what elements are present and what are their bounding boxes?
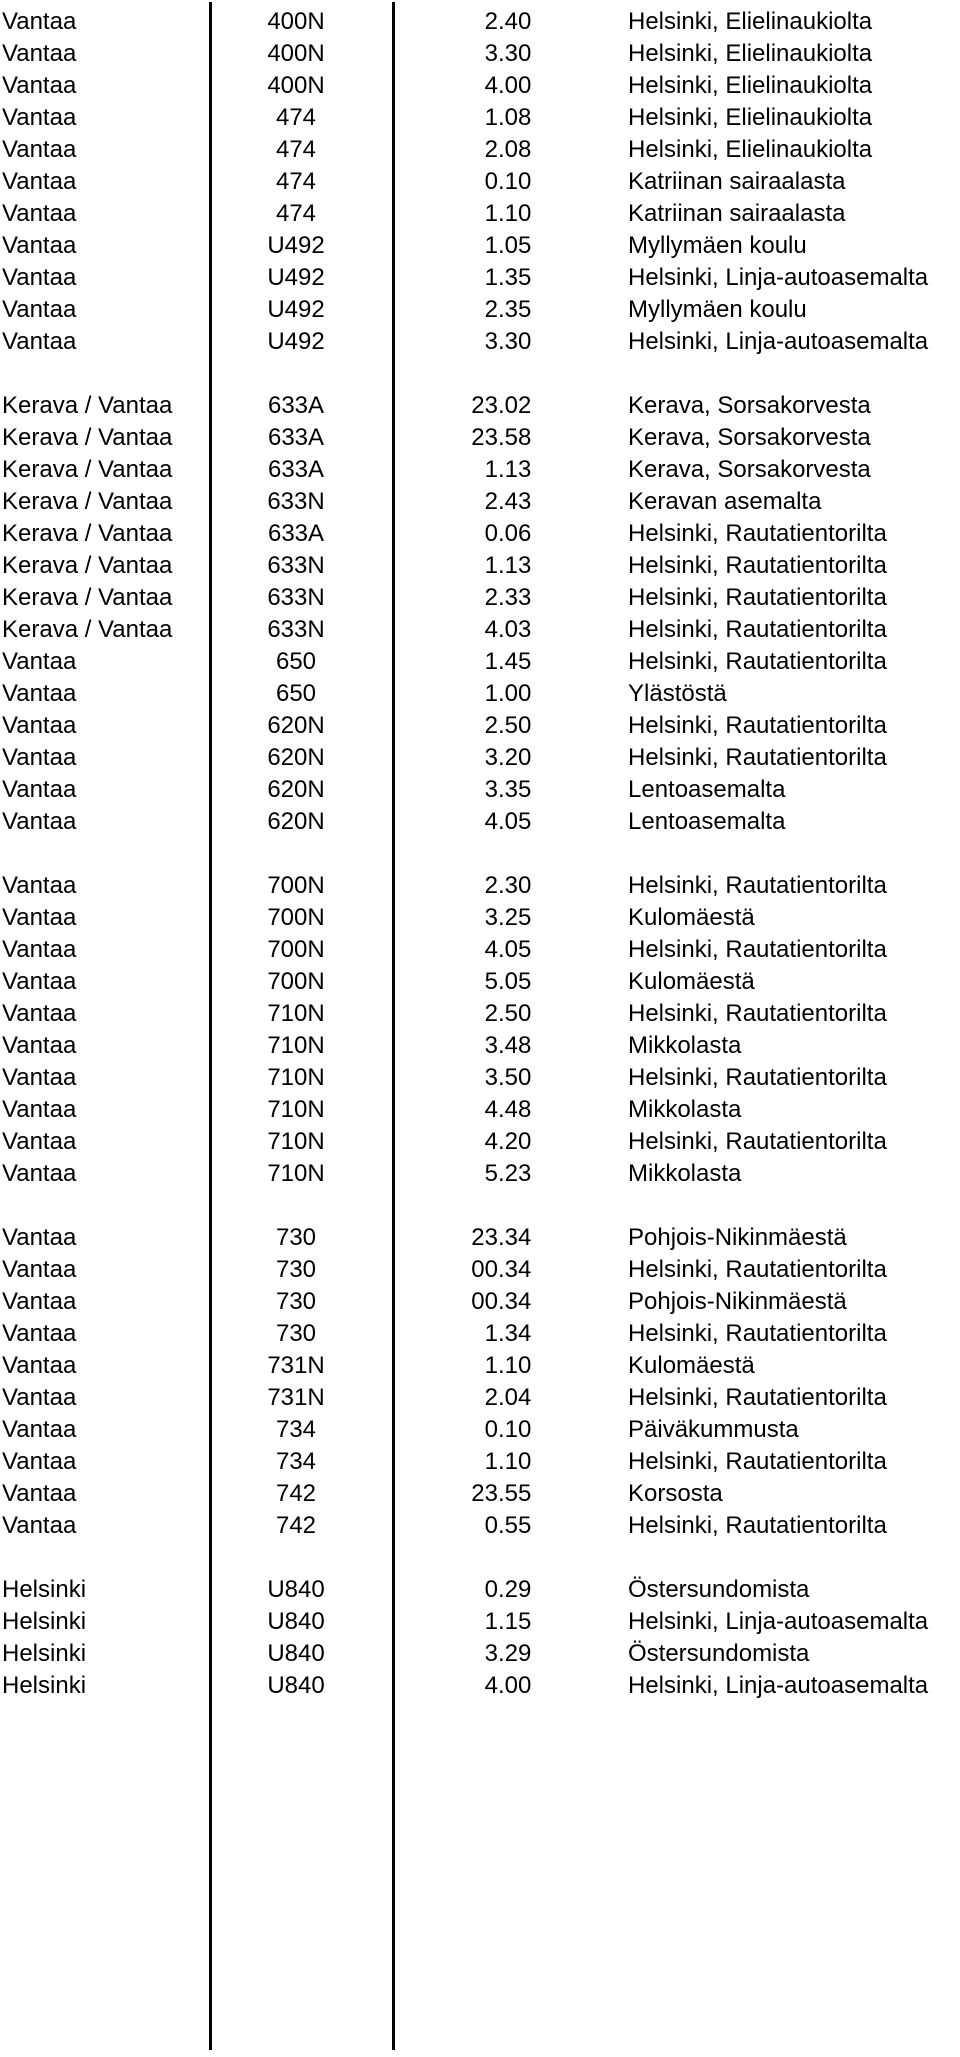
line-number-cell: 710N <box>267 1000 325 1027</box>
table-row <box>0 934 960 966</box>
line-number-cell: 730 <box>275 1320 317 1347</box>
table-row <box>0 742 960 774</box>
departure-time-cell: 4.03 <box>484 616 532 643</box>
table-row <box>0 1318 960 1350</box>
destination-cell: Lentoasemalta <box>628 776 786 803</box>
area-cell: Vantaa <box>2 1480 77 1507</box>
departure-time-cell: 4.00 <box>484 72 532 99</box>
departure-time-cell: 4.20 <box>484 1128 532 1155</box>
area-cell: Vantaa <box>2 776 77 803</box>
area-cell: Vantaa <box>2 296 77 323</box>
table-row <box>0 646 960 678</box>
line-number-cell: 731N <box>267 1384 325 1411</box>
table-row <box>0 966 960 998</box>
departure-time-cell: 00.34 <box>471 1288 532 1315</box>
line-number-cell: 400N <box>267 40 325 67</box>
table-row <box>0 1670 960 1702</box>
line-number-cell: 710N <box>267 1096 325 1123</box>
departure-time-cell: 0.10 <box>484 1416 532 1443</box>
table-row <box>0 710 960 742</box>
destination-cell: Lentoasemalta <box>628 808 786 835</box>
area-cell: Vantaa <box>2 328 77 355</box>
destination-cell: Kulomäestä <box>628 968 755 995</box>
departure-time-cell: 1.10 <box>484 200 532 227</box>
table-row <box>0 806 960 838</box>
departure-time-cell: 1.13 <box>484 456 532 483</box>
area-cell: Vantaa <box>2 1128 77 1155</box>
area-cell: Vantaa <box>2 1448 77 1475</box>
destination-cell: Helsinki, Linja-autoasemalta <box>628 1608 929 1635</box>
destination-cell: Helsinki, Rautatientorilta <box>628 712 887 739</box>
area-cell: Helsinki <box>2 1608 87 1635</box>
line-number-cell: 700N <box>267 968 325 995</box>
line-number-cell: 710N <box>267 1032 325 1059</box>
line-number-cell: 650 <box>275 680 317 707</box>
line-number-cell: 620N <box>267 744 325 771</box>
table-row <box>0 1478 960 1510</box>
line-number-cell: U492 <box>267 296 325 323</box>
departure-time-cell: 1.00 <box>484 680 532 707</box>
area-cell: Vantaa <box>2 744 77 771</box>
area-cell: Kerava / Vantaa <box>2 488 173 515</box>
destination-cell: Korsosta <box>628 1480 723 1507</box>
line-number-cell: 633A <box>267 520 325 547</box>
table-row <box>0 70 960 102</box>
line-number-cell: 742 <box>275 1512 317 1539</box>
departure-time-cell: 2.08 <box>484 136 532 163</box>
area-cell: Vantaa <box>2 40 77 67</box>
departure-time-cell: 5.23 <box>484 1160 532 1187</box>
departure-time-cell: 2.30 <box>484 872 532 899</box>
area-cell: Vantaa <box>2 72 77 99</box>
area-cell: Kerava / Vantaa <box>2 392 173 419</box>
table-row <box>0 1030 960 1062</box>
line-number-cell: U840 <box>267 1640 325 1667</box>
departure-time-cell: 0.29 <box>484 1576 532 1603</box>
line-number-cell: 474 <box>275 200 317 227</box>
departure-time-cell: 4.05 <box>484 808 532 835</box>
table-row <box>0 998 960 1030</box>
destination-cell: Kerava, Sorsakorvesta <box>628 392 871 419</box>
table-row <box>0 326 960 358</box>
destination-cell: Kerava, Sorsakorvesta <box>628 424 871 451</box>
departure-time-cell: 3.48 <box>484 1032 532 1059</box>
departure-time-cell: 3.35 <box>484 776 532 803</box>
line-number-cell: 633N <box>267 616 325 643</box>
area-cell: Helsinki <box>2 1576 87 1603</box>
area-cell: Vantaa <box>2 1320 77 1347</box>
departure-time-cell: 1.05 <box>484 232 532 259</box>
destination-cell: Helsinki, Rautatientorilta <box>628 1064 887 1091</box>
table-row <box>0 870 960 902</box>
area-cell: Vantaa <box>2 1224 77 1251</box>
area-cell: Vantaa <box>2 1160 77 1187</box>
destination-cell: Helsinki, Rautatientorilta <box>628 1384 887 1411</box>
table-row <box>0 550 960 582</box>
destination-cell: Helsinki, Rautatientorilta <box>628 520 887 547</box>
table-row <box>0 518 960 550</box>
area-cell: Vantaa <box>2 1256 77 1283</box>
departure-time-cell: 1.35 <box>484 264 532 291</box>
departure-time-cell: 2.50 <box>484 712 532 739</box>
area-cell: Vantaa <box>2 1288 77 1315</box>
destination-cell: Ylästöstä <box>628 680 727 707</box>
departure-time-cell: 3.25 <box>484 904 532 931</box>
destination-cell: Kulomäestä <box>628 904 755 931</box>
destination-cell: Östersundomista <box>628 1576 810 1603</box>
table-row <box>0 1638 960 1670</box>
line-number-cell: 730 <box>275 1256 317 1283</box>
table-row <box>0 1126 960 1158</box>
area-cell: Kerava / Vantaa <box>2 584 173 611</box>
table-row <box>0 1606 960 1638</box>
departure-time-cell: 1.08 <box>484 104 532 131</box>
table-row <box>0 1286 960 1318</box>
destination-cell: Helsinki, Rautatientorilta <box>628 936 887 963</box>
destination-cell: Pohjois-Nikinmäestä <box>628 1288 847 1315</box>
destination-cell: Mikkolasta <box>628 1160 742 1187</box>
departure-time-cell: 2.33 <box>484 584 532 611</box>
table-row <box>0 198 960 230</box>
destination-cell: Helsinki, Rautatientorilta <box>628 1448 887 1475</box>
table-row <box>0 614 960 646</box>
departure-time-cell: 4.48 <box>484 1096 532 1123</box>
table-row <box>0 1510 960 1542</box>
destination-cell: Helsinki, Linja-autoasemalta <box>628 264 929 291</box>
destination-cell: Helsinki, Rautatientorilta <box>628 616 887 643</box>
table-row <box>0 38 960 70</box>
area-cell: Vantaa <box>2 872 77 899</box>
departure-time-cell: 23.34 <box>471 1224 532 1251</box>
line-number-cell: 731N <box>267 1352 325 1379</box>
table-row <box>0 486 960 518</box>
area-cell: Kerava / Vantaa <box>2 616 173 643</box>
area-cell: Kerava / Vantaa <box>2 520 173 547</box>
table-row <box>0 1414 960 1446</box>
area-cell: Vantaa <box>2 1064 77 1091</box>
line-number-cell: 710N <box>267 1160 325 1187</box>
table-row <box>0 230 960 262</box>
area-cell: Kerava / Vantaa <box>2 456 173 483</box>
area-cell: Kerava / Vantaa <box>2 552 173 579</box>
line-number-cell: U492 <box>267 264 325 291</box>
area-cell: Vantaa <box>2 1096 77 1123</box>
destination-cell: Helsinki, Rautatientorilta <box>628 584 887 611</box>
departure-time-cell: 2.35 <box>484 296 532 323</box>
table-row <box>0 390 960 422</box>
destination-cell: Mikkolasta <box>628 1032 742 1059</box>
departure-time-cell: 5.05 <box>484 968 532 995</box>
departure-time-cell: 1.45 <box>484 648 532 675</box>
departure-time-cell: 4.05 <box>484 936 532 963</box>
departure-time-cell: 3.29 <box>484 1640 532 1667</box>
area-cell: Vantaa <box>2 968 77 995</box>
departure-time-cell: 23.58 <box>471 424 532 451</box>
table-row <box>0 262 960 294</box>
table-row <box>0 1158 960 1190</box>
destination-cell: Östersundomista <box>628 1640 810 1667</box>
table-row <box>0 1382 960 1414</box>
destination-cell: Helsinki, Linja-autoasemalta <box>628 1672 929 1699</box>
departure-time-cell: 0.55 <box>484 1512 532 1539</box>
line-number-cell: 742 <box>275 1480 317 1507</box>
departure-time-cell: 3.50 <box>484 1064 532 1091</box>
area-cell: Vantaa <box>2 104 77 131</box>
line-number-cell: 633A <box>267 456 325 483</box>
area-cell: Vantaa <box>2 232 77 259</box>
destination-cell: Helsinki, Rautatientorilta <box>628 872 887 899</box>
destination-cell: Päiväkummusta <box>628 1416 799 1443</box>
table-row <box>0 1222 960 1254</box>
table-row <box>0 6 960 38</box>
table-row <box>0 582 960 614</box>
table-row <box>0 1254 960 1286</box>
area-cell: Vantaa <box>2 904 77 931</box>
area-cell: Vantaa <box>2 8 77 35</box>
line-number-cell: 700N <box>267 936 325 963</box>
area-cell: Helsinki <box>2 1672 87 1699</box>
departure-time-cell: 0.10 <box>484 168 532 195</box>
departure-time-cell: 1.10 <box>484 1352 532 1379</box>
line-number-cell: 633N <box>267 488 325 515</box>
area-cell: Vantaa <box>2 200 77 227</box>
departure-time-cell: 1.10 <box>484 1448 532 1475</box>
line-number-cell: 620N <box>267 808 325 835</box>
area-cell: Vantaa <box>2 1000 77 1027</box>
table-row <box>0 902 960 934</box>
table-row <box>0 774 960 806</box>
area-cell: Vantaa <box>2 808 77 835</box>
departure-time-cell: 3.30 <box>484 40 532 67</box>
destination-cell: Helsinki, Rautatientorilta <box>628 1000 887 1027</box>
area-cell: Vantaa <box>2 680 77 707</box>
table-row <box>0 294 960 326</box>
departure-time-cell: 00.34 <box>471 1256 532 1283</box>
destination-cell: Katriinan sairaalasta <box>628 200 846 227</box>
destination-cell: Helsinki, Rautatientorilta <box>628 1128 887 1155</box>
area-cell: Helsinki <box>2 1640 87 1667</box>
destination-cell: Helsinki, Rautatientorilta <box>628 1320 887 1347</box>
departure-time-cell: 4.00 <box>484 1672 532 1699</box>
area-cell: Vantaa <box>2 1352 77 1379</box>
line-number-cell: 650 <box>275 648 317 675</box>
departure-time-cell: 3.20 <box>484 744 532 771</box>
line-number-cell: U840 <box>267 1608 325 1635</box>
destination-cell: Keravan asemalta <box>628 488 822 515</box>
destination-cell: Helsinki, Elielinaukiolta <box>628 40 873 67</box>
destination-cell: Helsinki, Elielinaukiolta <box>628 136 873 163</box>
area-cell: Vantaa <box>2 136 77 163</box>
area-cell: Vantaa <box>2 1384 77 1411</box>
departure-time-cell: 3.30 <box>484 328 532 355</box>
destination-cell: Helsinki, Elielinaukiolta <box>628 8 873 35</box>
destination-cell: Helsinki, Rautatientorilta <box>628 552 887 579</box>
departure-time-cell: 2.40 <box>484 8 532 35</box>
departure-time-cell: 23.02 <box>471 392 532 419</box>
destination-cell: Helsinki, Rautatientorilta <box>628 1256 887 1283</box>
line-number-cell: 620N <box>267 712 325 739</box>
departure-time-cell: 2.04 <box>484 1384 532 1411</box>
line-number-cell: 700N <box>267 904 325 931</box>
line-number-cell: U492 <box>267 328 325 355</box>
line-number-cell: 400N <box>267 8 325 35</box>
line-number-cell: 633N <box>267 552 325 579</box>
line-number-cell: 400N <box>267 72 325 99</box>
table-row <box>0 454 960 486</box>
destination-cell: Katriinan sairaalasta <box>628 168 846 195</box>
area-cell: Vantaa <box>2 1512 77 1539</box>
departure-time-cell: 0.06 <box>484 520 532 547</box>
destination-cell: Helsinki, Elielinaukiolta <box>628 104 873 131</box>
line-number-cell: U840 <box>267 1672 325 1699</box>
line-number-cell: 633A <box>267 392 325 419</box>
destination-cell: Helsinki, Rautatientorilta <box>628 744 887 771</box>
destination-cell: Myllymäen koulu <box>628 296 807 323</box>
area-cell: Vantaa <box>2 168 77 195</box>
destination-cell: Pohjois-Nikinmäestä <box>628 1224 847 1251</box>
area-cell: Vantaa <box>2 936 77 963</box>
destination-cell: Mikkolasta <box>628 1096 742 1123</box>
line-number-cell: 710N <box>267 1128 325 1155</box>
destination-cell: Kulomäestä <box>628 1352 755 1379</box>
destination-cell: Helsinki, Linja-autoasemalta <box>628 328 929 355</box>
table-row <box>0 102 960 134</box>
line-number-cell: 633A <box>267 424 325 451</box>
table-row <box>0 1350 960 1382</box>
line-number-cell: 633N <box>267 584 325 611</box>
departure-time-cell: 1.13 <box>484 552 532 579</box>
line-number-cell: U840 <box>267 1576 325 1603</box>
table-row <box>0 422 960 454</box>
line-number-cell: U492 <box>267 232 325 259</box>
line-number-cell: 474 <box>275 104 317 131</box>
departure-time-cell: 23.55 <box>471 1480 532 1507</box>
line-number-cell: 734 <box>275 1416 317 1443</box>
line-number-cell: 710N <box>267 1064 325 1091</box>
area-cell: Kerava / Vantaa <box>2 424 173 451</box>
destination-cell: Helsinki, Elielinaukiolta <box>628 72 873 99</box>
area-cell: Vantaa <box>2 712 77 739</box>
line-number-cell: 734 <box>275 1448 317 1475</box>
line-number-cell: 474 <box>275 168 317 195</box>
area-cell: Vantaa <box>2 648 77 675</box>
line-number-cell: 730 <box>275 1288 317 1315</box>
area-cell: Vantaa <box>2 264 77 291</box>
destination-cell: Helsinki, Rautatientorilta <box>628 1512 887 1539</box>
area-cell: Vantaa <box>2 1032 77 1059</box>
table-row <box>0 1574 960 1606</box>
table-row <box>0 1062 960 1094</box>
departure-time-cell: 2.43 <box>484 488 532 515</box>
line-number-cell: 730 <box>275 1224 317 1251</box>
table-row <box>0 1094 960 1126</box>
line-number-cell: 474 <box>275 136 317 163</box>
departure-time-cell: 1.34 <box>484 1320 532 1347</box>
table-row <box>0 1446 960 1478</box>
destination-cell: Kerava, Sorsakorvesta <box>628 456 871 483</box>
table-row <box>0 134 960 166</box>
departure-time-cell: 2.50 <box>484 1000 532 1027</box>
line-number-cell: 700N <box>267 872 325 899</box>
line-number-cell: 620N <box>267 776 325 803</box>
destination-cell: Myllymäen koulu <box>628 232 807 259</box>
table-row <box>0 678 960 710</box>
area-cell: Vantaa <box>2 1416 77 1443</box>
departure-time-cell: 1.15 <box>484 1608 532 1635</box>
destination-cell: Helsinki, Rautatientorilta <box>628 648 887 675</box>
table-row <box>0 166 960 198</box>
